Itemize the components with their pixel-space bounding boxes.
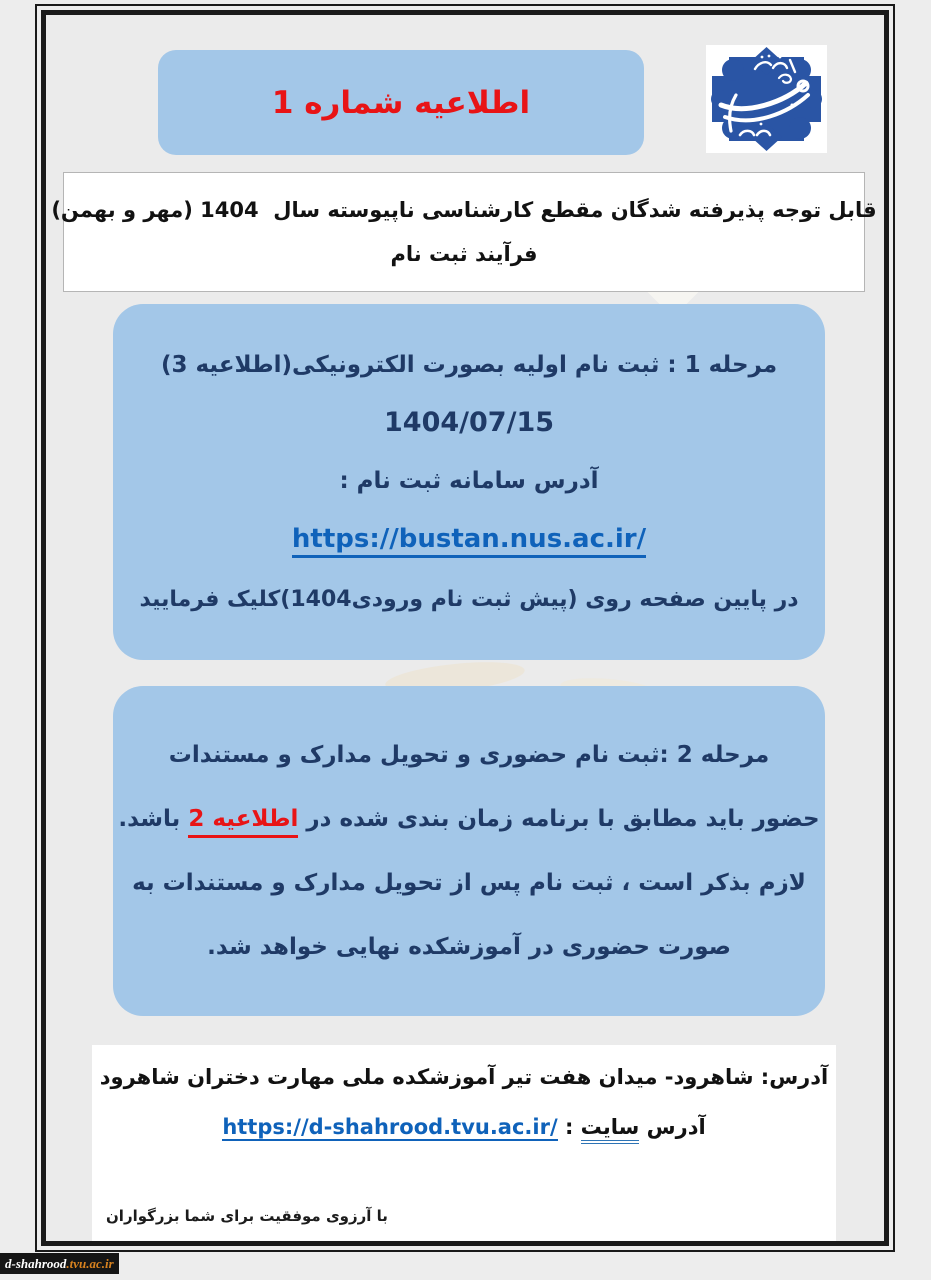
university-logo [706, 45, 827, 153]
footer-box [92, 1045, 836, 1241]
announcement-title: اطلاعیه شماره 1 [271, 84, 531, 121]
notice-line-1: قابل توجه پذیرفته شدگان مقطع کارشناسی ناپیوسته سال 1404 (مهر و بهمن) [51, 198, 877, 223]
notice-line-2: فرآیند ثبت نام [390, 241, 538, 266]
step2-box [113, 686, 825, 1016]
notice-box [51, 172, 877, 292]
site-watermark-badge [0, 1253, 119, 1274]
site-label-word: سایت [581, 1115, 640, 1144]
bustan-registration-link[interactable]: https://bustan.nus.ac.ir/ [292, 524, 646, 558]
step2-schedule-post: باشد. [118, 806, 189, 832]
step2-heading: مرحله 2 :ثبت نام حضوری و تحویل مدارک و مستندات [168, 742, 770, 768]
badge-domain-suffix: .tvu.ac.ir [66, 1255, 114, 1271]
footer-address: آدرس: شاهرود- میدان هفت تیر آموزشکده ملی مهارت دختران شاهرود [99, 1065, 829, 1089]
badge-domain-prefix: d-shahrood [5, 1255, 67, 1271]
step1-instruction: در پایین صفحه روی (پیش ثبت نام ورودی1404)کلیک فرمایید [139, 587, 799, 613]
school-site-link[interactable]: https://d-shahrood.tvu.ac.ir/ [222, 1115, 558, 1139]
step2-notice2-highlight: اطلاعیه 2 [188, 806, 298, 838]
step1-box [113, 304, 825, 660]
announcement-title-box [158, 50, 644, 155]
step2-schedule-pre: حضور باید مطابق با برنامه زمان بندی شده در [298, 806, 820, 832]
step1-link-row [292, 524, 646, 558]
step1-date: 1404/07/15 [384, 407, 555, 439]
university-emblem-icon [706, 45, 827, 153]
step2-note-line-1: لازم بذکر است ، ثبت نام پس از تحویل مدارک و مستندات به [132, 870, 806, 896]
site-label-pre: آدرس [639, 1115, 706, 1139]
step2-note-line-2: صورت حضوری در آموزشکده نهایی خواهد شد. [207, 934, 731, 960]
step2-schedule-line [118, 806, 819, 832]
footer-wish: با آرزوی موفقیت برای شما بزرگواران [106, 1207, 388, 1225]
footer-site-line [92, 1115, 836, 1141]
site-label-post: : [557, 1115, 581, 1139]
step1-heading: مرحله 1 : ثبت نام اولیه بصورت الکترونیکی(اطلاعیه 3) [160, 351, 778, 378]
step1-address-label: آدرس سامانه ثبت نام : [339, 467, 599, 494]
